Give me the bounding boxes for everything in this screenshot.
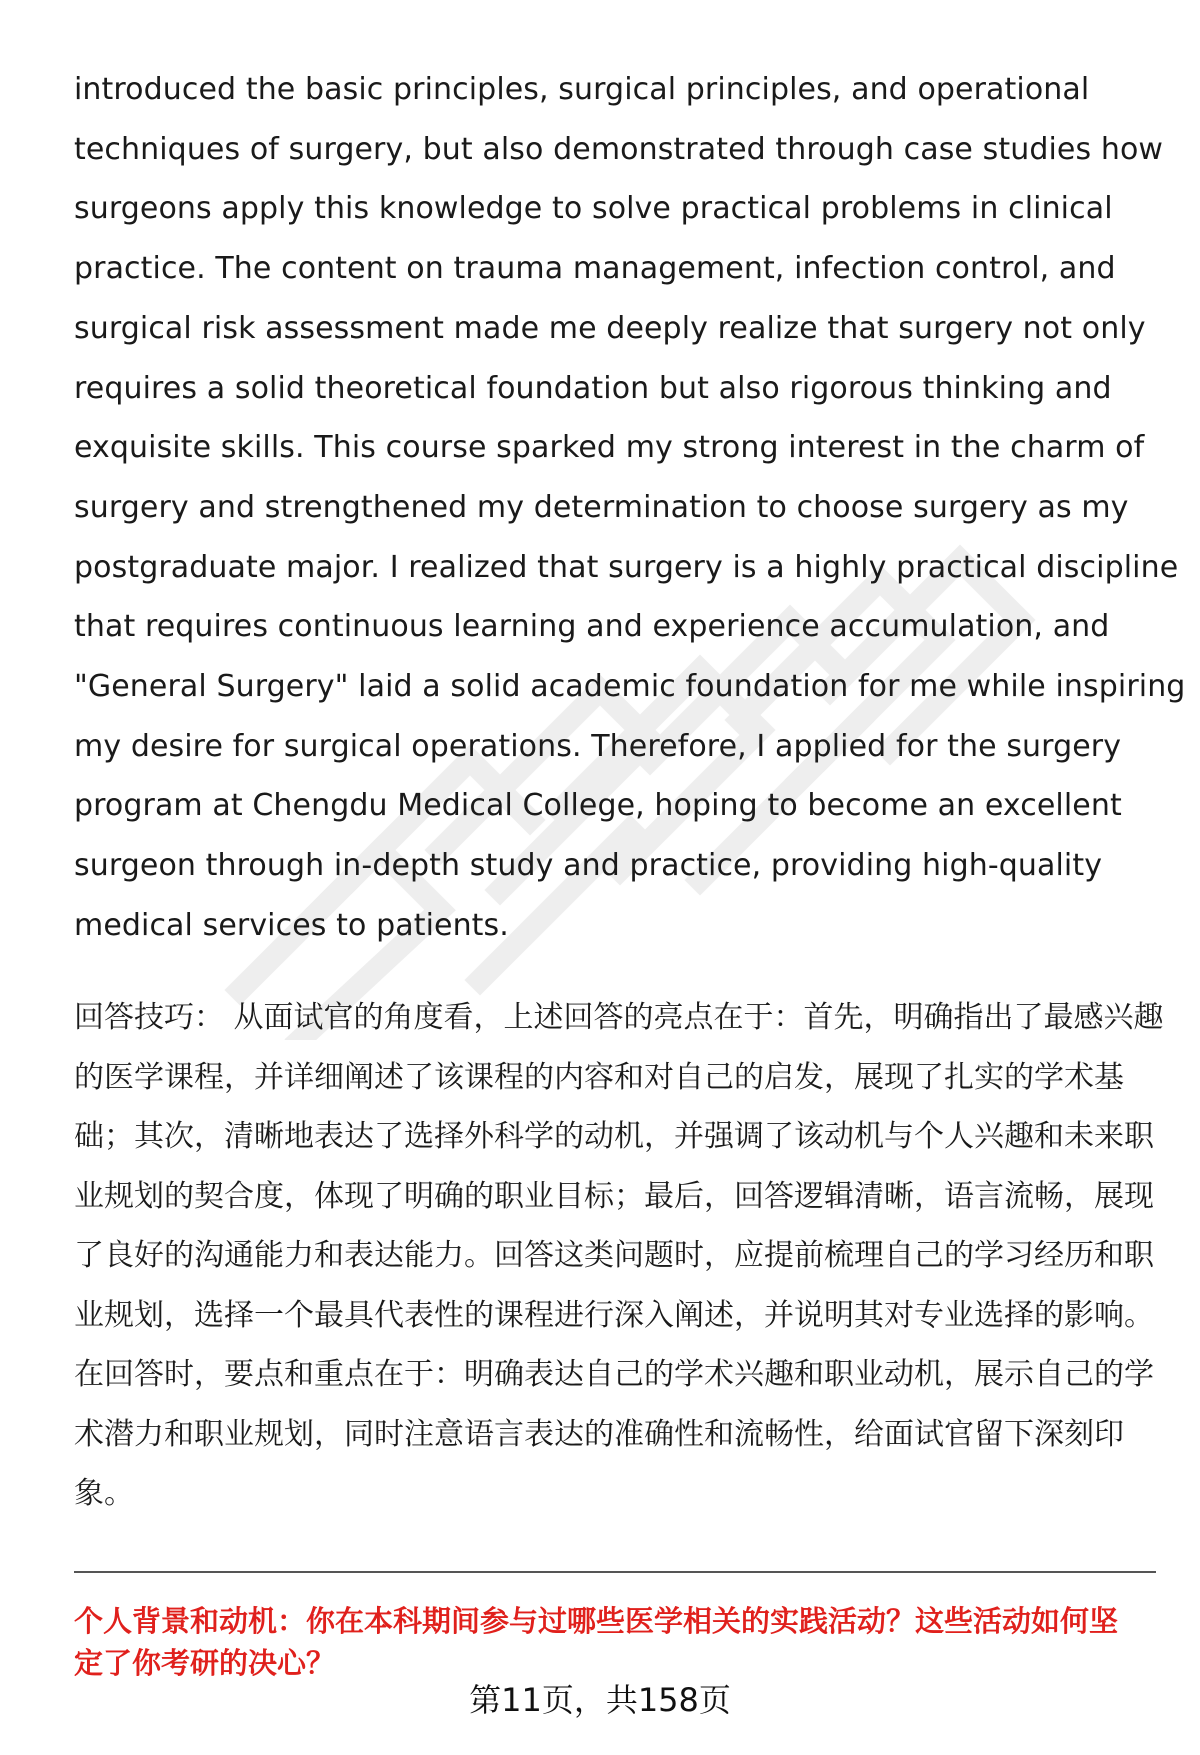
body-line: surgical risk assessment made me deeply realize that surgery not only	[74, 310, 1146, 346]
body-line: "General Surgery" laid a solid academic foundation for me while inspiring	[74, 669, 1186, 705]
body-line: surgeons apply this knowledge to solve practical problems in clinical	[74, 191, 1113, 227]
answer-tips-paragraph	[74, 988, 1164, 1524]
question-line: 定了你考研的决心？	[74, 1646, 336, 1680]
body-paragraph	[74, 60, 1186, 956]
body-line: surgery and strengthened my determination to choose surgery as my	[74, 489, 1129, 525]
tips-line: 业规划的契合度，体现了明确的职业目标；最后，回答逻辑清晰，语言流畅，展现	[74, 1178, 1154, 1214]
page-number-footer: 第11页，共158页	[469, 1681, 731, 1719]
tips-line: 术潜力和职业规划，同时注意语言表达的准确性和流畅性，给面试官留下深刻印	[74, 1416, 1124, 1452]
section-divider	[74, 1571, 1156, 1573]
tips-line: 础；其次，清晰地表达了选择外科学的动机，并强调了该动机与个人兴趣和未来职	[74, 1119, 1154, 1154]
body-line: techniques of surgery, but also demonstrated through case studies how	[74, 131, 1164, 167]
body-line: surgeon through in-depth study and practice, providing high-quality	[74, 848, 1103, 884]
body-line: requires a solid theoretical foundation but also rigorous thinking and	[74, 370, 1112, 406]
tips-line: 在回答时，要点和重点在于：明确表达自己的学术兴趣和职业动机，展示自己的学	[74, 1357, 1154, 1392]
tips-line: 了良好的沟通能力和表达能力。回答这类问题时，应提前梳理自己的学习经历和职	[74, 1238, 1154, 1273]
next-question-heading	[74, 1600, 1164, 1684]
body-line: program at Chengdu Medical College, hoping to become an excellent	[74, 788, 1122, 824]
tips-line: 业规划，选择一个最具代表性的课程进行深入阐述，并说明其对专业选择的影响。	[74, 1297, 1154, 1333]
tips-line: 象。	[74, 1476, 134, 1511]
question-line: 个人背景和动机：你在本科期间参与过哪些医学相关的实践活动？这些活动如何坚	[74, 1604, 1119, 1638]
body-line: practice. The content on trauma management, infection control, and	[74, 251, 1116, 287]
body-line: that requires continuous learning and experience accumulation, and	[74, 609, 1110, 645]
body-line: postgraduate major. I realized that surgery is a highly practical discipline	[74, 549, 1179, 585]
body-line: medical services to patients.	[74, 907, 509, 943]
body-line: exquisite skills. This course sparked my strong interest in the charm of	[74, 430, 1145, 466]
tips-line: 的医学课程，并详细阐述了该课程的内容和对自己的启发，展现了扎实的学术基	[74, 1059, 1124, 1095]
tips-line: 回答技巧： 从面试官的角度看，上述回答的亮点在于：首先，明确指出了最感兴趣	[74, 1000, 1164, 1035]
body-line: my desire for surgical operations. Therefore, I applied for the surgery	[74, 728, 1122, 764]
body-line: introduced the basic principles, surgical principles, and operational	[74, 72, 1090, 107]
